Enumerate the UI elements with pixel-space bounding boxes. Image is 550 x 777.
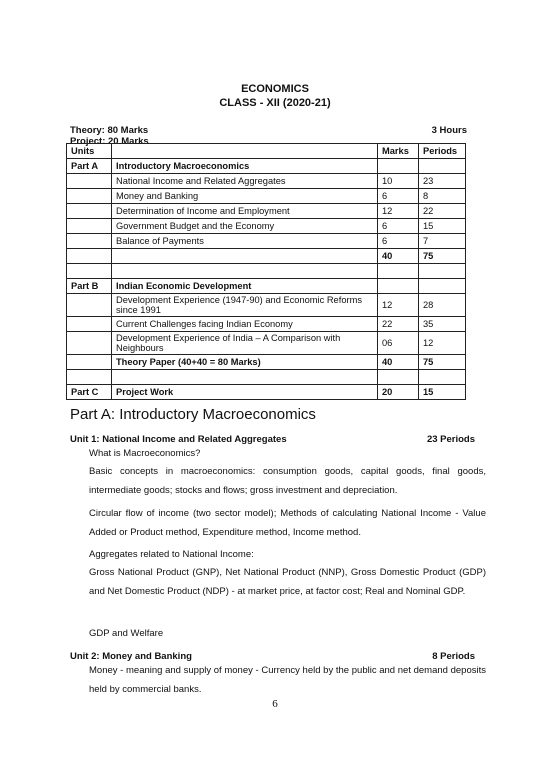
marks-cell: 40 [378, 249, 419, 264]
part-cell: Part B [67, 279, 112, 294]
periods-cell: 15 [419, 219, 466, 234]
syllabus-table [66, 143, 466, 400]
marks-cell: 12 [378, 294, 419, 317]
marks-cell: 22 [378, 317, 419, 332]
part-cell: Part A [67, 159, 112, 174]
unit-cell: Introductory Macroeconomics [112, 159, 378, 174]
unit-cell: Determination of Income and Employment [112, 204, 378, 219]
unit1-title: Unit 1: National Income and Related Aggregates [70, 434, 287, 445]
periods-cell: 8 [419, 189, 466, 204]
periods-cell: 35 [419, 317, 466, 332]
marks-cell: 06 [378, 332, 419, 355]
periods-cell: 15 [419, 385, 466, 400]
paragraph: Money - meaning and supply of money - Currency held by the public and net demand deposits held by commercial banks. [89, 665, 486, 695]
paragraph: Gross National Product (GNP), Net National Product (NNP), Gross Domestic Product (GDP) and Net Domestic Product (NDP) - at market price, at factor cost; Real and Nominal GDP. [89, 567, 486, 597]
marks-cell [378, 279, 419, 294]
table-row [67, 234, 466, 249]
unit-cell: Government Budget and the Economy [112, 219, 378, 234]
unit-cell: Development Experience of India – A Comparison with Neighbours [112, 332, 378, 355]
table-row [67, 355, 466, 370]
table-row [67, 204, 466, 219]
paragraph: Basic concepts in macroeconomics: consumption goods, capital goods, final goods, intermediate goods; stocks and flows; gross investment and depreciation. [89, 466, 486, 496]
marks-cell: 10 [378, 174, 419, 189]
document-title: ECONOMICS [241, 83, 309, 95]
part-cell [67, 204, 112, 219]
paragraph: Aggregates related to National Income: [89, 549, 254, 560]
part-cell [67, 219, 112, 234]
header-units: Units [67, 144, 112, 159]
unit-cell [112, 370, 378, 385]
periods-cell: 28 [419, 294, 466, 317]
header-periods: Periods [419, 144, 466, 159]
periods-cell: 75 [419, 355, 466, 370]
table-row [67, 249, 466, 264]
table-header-row [67, 144, 466, 159]
unit-cell: Development Experience (1947-90) and Economic Reforms since 1991 [112, 294, 378, 317]
unit1-periods: 23 Periods [426, 434, 475, 445]
table-row [67, 264, 466, 279]
header-blank [112, 144, 378, 159]
unit2-heading [70, 651, 475, 662]
table-row [67, 279, 466, 294]
page-number: 6 [272, 698, 278, 710]
table-row [67, 332, 466, 355]
unit-cell [112, 249, 378, 264]
table-row [67, 385, 466, 400]
table-row [67, 294, 466, 317]
unit-cell [112, 264, 378, 279]
project-marks: Project: 20 Marks [70, 136, 149, 147]
unit-cell: Current Challenges facing Indian Economy [112, 317, 378, 332]
unit2-title: Unit 2: Money and Banking [70, 651, 192, 662]
part-cell [67, 174, 112, 189]
table-row [67, 317, 466, 332]
part-cell [67, 332, 112, 355]
marks-cell: 12 [378, 204, 419, 219]
unit-cell: Project Work [112, 385, 378, 400]
unit-cell: Indian Economic Development [112, 279, 378, 294]
table-row [67, 370, 466, 385]
exam-hours: 3 Hours [431, 125, 467, 136]
marks-cell [378, 264, 419, 279]
periods-cell: 75 [419, 249, 466, 264]
unit2-periods: 8 Periods [432, 651, 475, 662]
theory-marks: Theory: 80 Marks [70, 125, 149, 136]
marks-cell: 6 [378, 219, 419, 234]
section-heading: Part A: Introductory Macroeconomics [70, 406, 316, 423]
part-cell [67, 370, 112, 385]
periods-cell: 23 [419, 174, 466, 189]
unit-cell: Theory Paper (40+40 = 80 Marks) [112, 355, 378, 370]
periods-cell: 22 [419, 204, 466, 219]
part-cell [67, 234, 112, 249]
marks-cell: 20 [378, 385, 419, 400]
paragraph: GDP and Welfare [89, 628, 164, 639]
paragraph: What is Macroeconomics? [89, 448, 201, 459]
unit1-heading [70, 434, 475, 445]
periods-cell [419, 279, 466, 294]
class-title: CLASS - XII (2020-21) [219, 97, 331, 109]
part-cell [67, 294, 112, 317]
periods-cell [419, 370, 466, 385]
part-cell [67, 264, 112, 279]
marks-cell [378, 159, 419, 174]
marks-cell [378, 370, 419, 385]
marks-cell: 6 [378, 234, 419, 249]
periods-cell [419, 264, 466, 279]
marks-cell: 40 [378, 355, 419, 370]
table-row [67, 219, 466, 234]
periods-cell: 12 [419, 332, 466, 355]
paragraph: Circular flow of income (two sector model); Methods of calculating National Income - Value Added or Product method, Expenditure method, Income method. [89, 508, 486, 538]
unit-cell: Balance of Payments [112, 234, 378, 249]
header-marks: Marks [378, 144, 419, 159]
part-cell [67, 189, 112, 204]
periods-cell: 7 [419, 234, 466, 249]
part-cell: Part C [67, 385, 112, 400]
part-cell [67, 355, 112, 370]
unit-cell: Money and Banking [112, 189, 378, 204]
table-row [67, 174, 466, 189]
unit-cell: National Income and Related Aggregates [112, 174, 378, 189]
table-row [67, 159, 466, 174]
part-cell [67, 249, 112, 264]
periods-cell [419, 159, 466, 174]
part-cell [67, 317, 112, 332]
marks-cell: 6 [378, 189, 419, 204]
table-row [67, 189, 466, 204]
